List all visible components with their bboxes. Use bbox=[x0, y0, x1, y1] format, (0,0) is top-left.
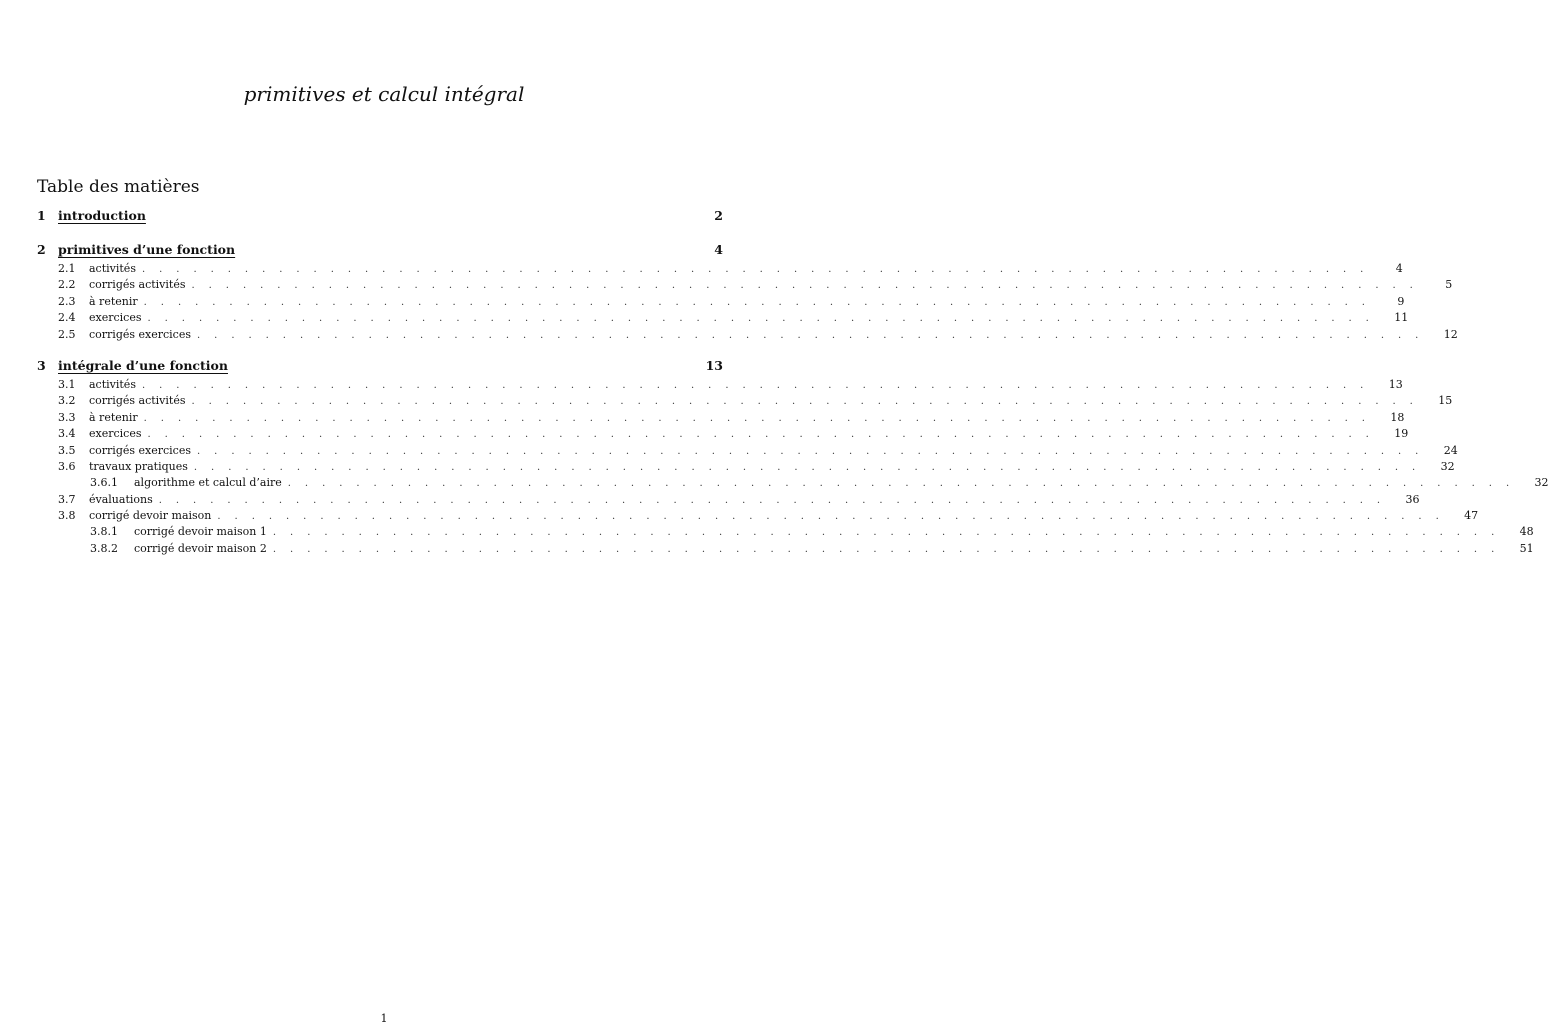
entry-number: 2.1 bbox=[58, 262, 76, 275]
entry-number: 2.5 bbox=[58, 327, 76, 341]
toc-section-2 bbox=[37, 239, 1458, 343]
toc-entry[interactable] bbox=[37, 426, 1409, 442]
toc-section-row[interactable] bbox=[37, 355, 723, 377]
dot-leader: . . . . . . . . . . . . . . . . . . . . . . . . . . . . . . . . . . . . . . . . . . . . . . . . . . . . . . . . . . . . . . . . . . . . . . . . bbox=[143, 296, 1371, 308]
entry-title[interactable]: corrigés exercices bbox=[89, 327, 191, 341]
entry-page-number: 9 bbox=[1397, 294, 1405, 308]
toc-entry[interactable] bbox=[37, 443, 1458, 459]
dot-leader: . . . . . . . . . . . . . . . . . . . . . . . . . . . . . . . . . . . . . . . . . . . . . . . . . . . . . . . . . . . . . . . . . . . . . . . . bbox=[141, 264, 1369, 275]
dot-leader: . . . . . . . . . . . . . . . . . . . . . . . . . . . . . . . . . . . . . . . . . . . . . . . . . . . . . . . . . . . . . . . . . . . . . . . . bbox=[287, 478, 1515, 490]
toc-section-1 bbox=[37, 205, 723, 227]
entry-number: 3.2 bbox=[58, 394, 76, 408]
toc-entry[interactable] bbox=[37, 327, 1458, 343]
section-page-number: 4 bbox=[714, 242, 723, 257]
toc-section-row[interactable] bbox=[37, 239, 723, 261]
toc-entry[interactable] bbox=[37, 393, 1453, 409]
entry-number: 3.1 bbox=[58, 377, 76, 391]
entry-page-number: 4 bbox=[1395, 262, 1403, 275]
dot-leader: . . . . . . . . . . . . . . . . . . . . . . . . . . . . . . . . . . . . . . . . . . . . . . . . . . . . . . . . . . . . . . . . . . . . . . . . bbox=[147, 313, 1375, 325]
entry-page-number: 19 bbox=[1394, 427, 1409, 441]
section-title-link[interactable]: introduction bbox=[58, 208, 146, 223]
entry-number: 3.5 bbox=[58, 443, 76, 457]
dot-leader: . . . . . . . . . . . . . . . . . . . . . . . . . . . . . . . . . . . . . . . . . . . . . . . . . . . . . . . . . . . . . . . . . . . . . . . . bbox=[197, 329, 1424, 341]
dot-leader: . . . . . . . . . . . . . . . . . . . . . . . . . . . . . . . . . . . . . . . . . . . . . . . . . . . . . . . . . . . . . . . . . . . . . . . . bbox=[191, 396, 1419, 408]
section-page-number: 2 bbox=[714, 208, 723, 223]
entry-page-number: 5 bbox=[1445, 278, 1453, 292]
section-page-number: 13 bbox=[705, 357, 723, 373]
toc-section-3 bbox=[37, 355, 1549, 557]
entry-number: 2.3 bbox=[58, 294, 76, 308]
dot-leader: . . . . . . . . . . . . . . . . . . . . . . . . . . . . . . . . . . . . . . . . . . . . . . . . . . . . . . . . . . . . . . . . . . . . . . . . bbox=[147, 429, 1375, 441]
dot-leader: . . . . . . . . . . . . . . . . . . . . . . . . . . . . . . . . . . . . . . . . . . . . . . . . . . . . . . . . . . . . . . . . . . . . . . . . bbox=[141, 379, 1369, 391]
dot-leader: . . . . . . . . . . . . . . . . . . . . . . . . . . . . . . . . . . . . . . . . . . . . . . . . . . . . . . . . . . . . . . . . . . . . . . . . bbox=[158, 494, 1386, 506]
dot-leader: . . . . . . . . . . . . . . . . . . . . . . . . . . . . . . . . . . . . . . . . . . . . . . . . . . . . . . . . . . . . . . . . . . . . . . . . bbox=[272, 543, 1500, 555]
entry-title[interactable]: exercices bbox=[89, 311, 142, 325]
entry-page-number: 51 bbox=[1519, 541, 1534, 555]
entry-page-number: 13 bbox=[1388, 377, 1403, 391]
entry-number: 3.8 bbox=[58, 509, 76, 523]
entry-title[interactable]: à retenir bbox=[89, 410, 138, 424]
dot-leader: . . . . . . . . . . . . . . . . . . . . . . . . . . . . . . . . . . . . . . . . . . . . . . . . . . . . . . . . . . . . . . . . . . . . . . . . bbox=[197, 445, 1424, 457]
dot-leader: . . . . . . . . . . . . . . . . . . . . . . . . . . . . . . . . . . . . . . . . . . . . . . . . . . . . . . . . . . . . . . . . . . . . . . . . bbox=[191, 280, 1419, 292]
document-title: primitives et calcul intégral bbox=[243, 82, 525, 106]
entry-title[interactable]: à retenir bbox=[89, 294, 138, 308]
entry-title[interactable]: corrigé devoir maison bbox=[89, 509, 212, 523]
entry-number: 3.3 bbox=[58, 410, 76, 424]
entry-title[interactable]: corrigés activités bbox=[89, 278, 186, 292]
toc-entry[interactable] bbox=[37, 261, 1403, 277]
entry-page-number: 11 bbox=[1394, 311, 1409, 325]
entry-page-number: 12 bbox=[1443, 327, 1458, 341]
toc-entry[interactable] bbox=[37, 492, 1420, 508]
entry-number: 3.8.1 bbox=[90, 525, 118, 539]
toc-entry[interactable] bbox=[37, 410, 1405, 426]
entry-title[interactable]: évaluations bbox=[89, 492, 153, 506]
toc-entry[interactable] bbox=[37, 277, 1453, 293]
toc-section-row[interactable] bbox=[37, 205, 723, 227]
entry-number: 3.8.2 bbox=[90, 541, 118, 555]
toc-entry[interactable] bbox=[37, 377, 1403, 393]
entry-page-number: 48 bbox=[1519, 525, 1534, 539]
section-title-link[interactable]: primitives d’une fonction bbox=[58, 242, 236, 257]
entry-title[interactable]: corrigé devoir maison 2 bbox=[134, 541, 267, 555]
dot-leader: . . . . . . . . . . . . . . . . . . . . . . . . . . . . . . . . . . . . . . . . . . . . . . . . . . . . . . . . . . . . . . . . . . . . . . . . bbox=[143, 412, 1371, 424]
page-number: 1 bbox=[380, 1012, 388, 1025]
entry-number: 3.6.1 bbox=[90, 476, 118, 490]
entry-number: 2.2 bbox=[58, 278, 76, 292]
section-number: 1 bbox=[37, 208, 46, 223]
toc-entry[interactable] bbox=[37, 508, 1479, 524]
entry-title[interactable]: algorithme et calcul d’aire bbox=[134, 476, 282, 490]
toc-entry[interactable] bbox=[37, 310, 1409, 326]
section-number: 3 bbox=[37, 357, 46, 373]
entry-title[interactable]: corrigés activités bbox=[89, 394, 186, 408]
section-title-link[interactable]: intégrale d’une fonction bbox=[58, 357, 228, 373]
entry-number: 2.4 bbox=[58, 311, 76, 325]
toc-entry[interactable] bbox=[37, 294, 1405, 310]
entry-number: 3.7 bbox=[58, 492, 76, 506]
table-of-contents bbox=[37, 205, 1549, 569]
entry-page-number: 18 bbox=[1390, 410, 1405, 424]
dot-leader: . . . . . . . . . . . . . . . . . . . . . . . . . . . . . . . . . . . . . . . . . . . . . . . . . . . . . . . . . . . . . . . . . . . . . . . . bbox=[217, 511, 1445, 523]
entry-page-number: 15 bbox=[1438, 394, 1453, 408]
entry-title[interactable]: activités bbox=[89, 377, 136, 391]
toc-subentry[interactable] bbox=[37, 541, 1534, 557]
toc-subentry[interactable] bbox=[37, 524, 1534, 540]
toc-subentry[interactable] bbox=[37, 475, 1549, 491]
entry-page-number: 32 bbox=[1534, 476, 1549, 490]
toc-heading: Table des matières bbox=[37, 177, 200, 197]
entry-page-number: 24 bbox=[1443, 443, 1458, 457]
entry-page-number: 47 bbox=[1464, 509, 1479, 523]
entry-number: 3.6 bbox=[58, 459, 76, 473]
dot-leader: . . . . . . . . . . . . . . . . . . . . . . . . . . . . . . . . . . . . . . . . . . . . . . . . . . . . . . . . . . . . . . . . . . . . . . . . bbox=[272, 527, 1500, 539]
entry-title[interactable]: travaux pratiques bbox=[89, 459, 188, 473]
entry-page-number: 32 bbox=[1440, 459, 1455, 473]
toc-entry[interactable] bbox=[37, 459, 1455, 475]
dot-leader: . . . . . . . . . . . . . . . . . . . . . . . . . . . . . . . . . . . . . . . . . . . . . . . . . . . . . . . . . . . . . . . . . . . . . . . . bbox=[193, 461, 1421, 473]
section-number: 2 bbox=[37, 242, 46, 257]
entry-number: 3.4 bbox=[58, 427, 76, 441]
entry-title[interactable]: corrigé devoir maison 1 bbox=[134, 525, 267, 539]
entry-page-number: 36 bbox=[1405, 492, 1420, 506]
entry-title[interactable]: activités bbox=[89, 262, 136, 275]
entry-title[interactable]: exercices bbox=[89, 427, 142, 441]
entry-title[interactable]: corrigés exercices bbox=[89, 443, 191, 457]
